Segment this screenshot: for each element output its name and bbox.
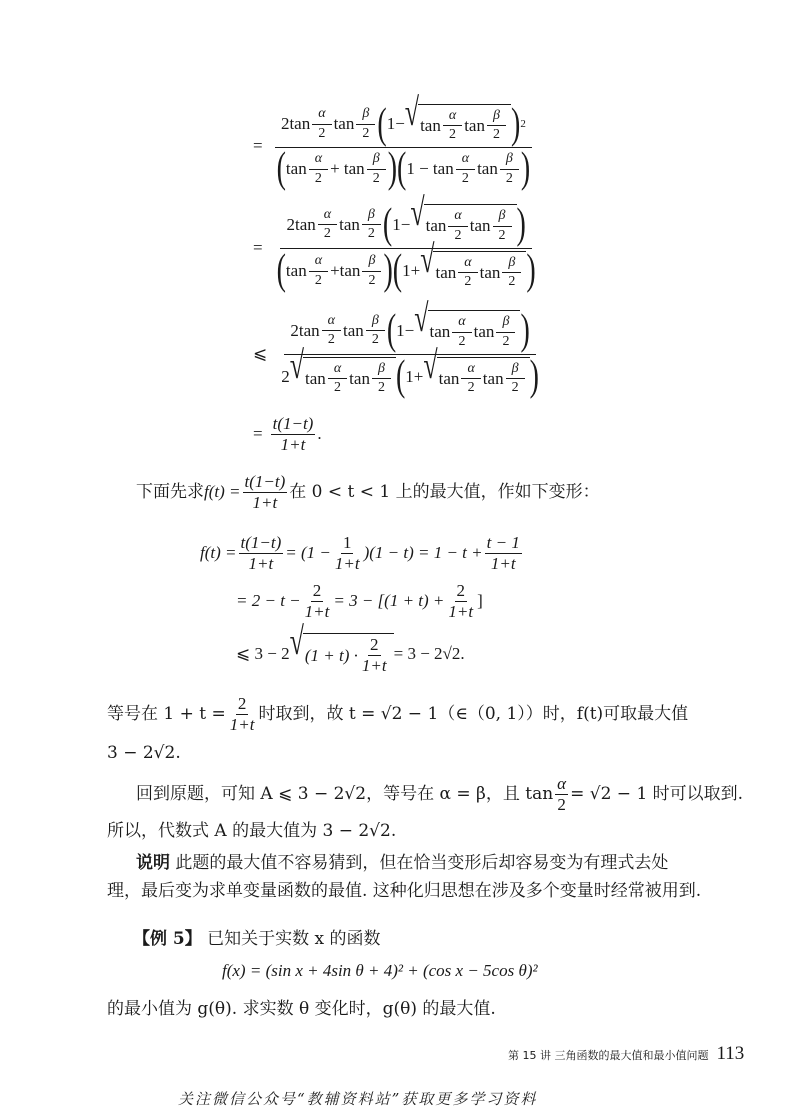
den: 1+t xyxy=(334,553,360,573)
alpha: α xyxy=(309,150,328,170)
alpha: α xyxy=(443,107,462,127)
derivation-line-3 xyxy=(253,296,547,402)
tan-fn: tan xyxy=(438,368,460,388)
alpha: α xyxy=(452,313,471,333)
one-minus-tan: 1 − tan xyxy=(406,159,454,179)
text: = (1 − xyxy=(285,543,331,562)
beta: β xyxy=(506,360,525,380)
text: 回到原题，可知 A ⩽ 3 − 2√2，等号在 α = β，且 tan xyxy=(136,784,554,804)
lhs: f(t) = xyxy=(200,543,237,562)
fraction xyxy=(485,534,522,573)
den: 1+t xyxy=(252,492,278,512)
tan-fn: tan xyxy=(294,214,316,234)
beta: β xyxy=(367,150,386,170)
two: 2 xyxy=(314,272,322,288)
tan-fn: tan xyxy=(343,159,365,179)
fraction-2-num xyxy=(280,190,531,249)
tan-fn: tan xyxy=(420,115,441,135)
fraction-2 xyxy=(271,190,542,295)
beta: β xyxy=(502,254,521,274)
two: 2 xyxy=(371,332,379,348)
paragraph-find-max xyxy=(136,468,600,516)
tan-fn: tan xyxy=(343,320,364,340)
fraction xyxy=(228,695,257,734)
text: 的最小值为 g(θ). 求实数 θ 变化时，g(θ) 的最大值. xyxy=(107,999,496,1019)
bracket: ] xyxy=(477,591,483,610)
text: = √2 − 1 时可以取到. xyxy=(570,784,744,804)
fraction xyxy=(243,473,288,512)
beta: β xyxy=(487,107,506,127)
sqrt: √ tan $\frac{\alpha}{2}$ tan $\frac{\beta}{2}$ xyxy=(420,251,526,292)
tan-fn: tan xyxy=(289,114,311,134)
alpha: α xyxy=(322,312,341,332)
fraction-2-den xyxy=(271,237,542,295)
alpha: α xyxy=(456,150,475,170)
derivation-line-4 xyxy=(253,410,322,458)
derivation-line-1 xyxy=(253,90,538,193)
transform-line-1 xyxy=(200,528,524,578)
tan-fn: tan xyxy=(339,214,360,234)
two: 2 xyxy=(314,170,322,186)
one-plus: 1+ xyxy=(402,261,421,281)
two: 2 xyxy=(362,125,370,141)
text: (1 + t) · xyxy=(304,645,358,665)
two: 2 xyxy=(461,170,469,186)
paren: ( xyxy=(392,246,403,295)
fraction-1-num xyxy=(275,90,532,149)
text: 时取到，故 t = √2 − 1（∈（0, 1））时，f(t)可取最大值 xyxy=(258,704,689,724)
example-label: 【例 5】 xyxy=(133,929,202,949)
two: 2 xyxy=(372,170,380,186)
fraction xyxy=(555,775,568,814)
num: t(1−t) xyxy=(240,532,282,552)
two: 2 xyxy=(492,127,500,143)
paragraph-equality xyxy=(107,690,688,738)
fraction xyxy=(239,534,284,573)
tan-fn: tan xyxy=(285,159,307,179)
paren: ( xyxy=(397,144,407,193)
eq-sign: = xyxy=(253,136,263,155)
plus: + xyxy=(330,261,340,281)
paren: ) xyxy=(520,306,530,355)
tan-fn: tan xyxy=(473,322,495,342)
result-num: t(1−t) xyxy=(272,413,314,433)
one-minus: 1− xyxy=(396,320,415,340)
num: t(1−t) xyxy=(244,471,286,491)
beta: β xyxy=(372,360,391,380)
paren: ) xyxy=(383,246,393,295)
two: 2 xyxy=(508,274,516,290)
footer xyxy=(508,1043,744,1067)
alpha: α xyxy=(312,105,331,125)
coef: 2 xyxy=(281,367,290,387)
paren: ) xyxy=(526,246,536,295)
text: 3 − 2√2. xyxy=(107,743,181,763)
text: 下面先求 xyxy=(136,482,204,502)
den: 1+t xyxy=(304,601,330,621)
coef: 2 xyxy=(280,114,290,134)
two: 2 xyxy=(368,272,376,288)
fraction xyxy=(333,534,362,573)
alpha: α xyxy=(448,207,467,227)
two: 2 xyxy=(502,333,510,349)
sqrt: √ (1 + t) · $\frac{2}{1+t}$ xyxy=(290,633,394,675)
alpha: α xyxy=(458,254,477,274)
two: 2 xyxy=(467,380,475,396)
beta: β xyxy=(493,207,512,227)
example-formula xyxy=(222,960,538,982)
two: 2 xyxy=(505,170,513,186)
tan-fn: tan xyxy=(305,368,326,388)
sqrt: √ tan $\frac{\alpha}{2}$ tan $\frac{\beta}{2}$ xyxy=(410,204,516,245)
tan-fn: tan xyxy=(479,262,501,282)
two: 2 xyxy=(449,127,457,143)
text: 所以，代数式 A 的最大值为 3 − 2√2. xyxy=(107,821,397,841)
num: 2 xyxy=(312,580,322,600)
two: 2 xyxy=(377,380,385,396)
sqrt: √ tan $\frac{\alpha}{2}$ tan $\frac{\beta}{2}$ xyxy=(414,310,520,351)
sqrt: √ tan $\frac{\alpha}{2}$ tan $\frac{\beta}{2}$ xyxy=(405,104,511,145)
den: 1+t xyxy=(448,601,474,621)
transform-line-2 xyxy=(236,576,483,626)
square: 2 xyxy=(520,117,526,130)
tan-fn: tan xyxy=(339,261,361,281)
result-fraction xyxy=(271,415,316,454)
two: 2 xyxy=(454,227,462,243)
fraction-1-den xyxy=(271,144,537,193)
text: = 2 − t − xyxy=(236,591,301,610)
paragraph-equality-line-2 xyxy=(107,742,181,764)
fraction-3 xyxy=(275,296,545,401)
tan-fn: tan xyxy=(349,368,370,388)
note-label: 说明 xyxy=(136,853,170,873)
tan-fn: tan xyxy=(333,114,355,134)
beta: β xyxy=(362,206,381,226)
fraction-3-num xyxy=(284,296,535,355)
num: α xyxy=(557,773,567,793)
two: 2 xyxy=(458,333,466,349)
fraction xyxy=(303,582,332,621)
paren: ( xyxy=(395,352,406,401)
coef: 2 xyxy=(286,214,295,234)
beta: β xyxy=(500,150,519,170)
two: 2 xyxy=(318,125,326,141)
text: 等号在 1 + t = xyxy=(107,704,226,724)
sqrt: √ tan $\frac{\alpha}{2}$ tan $\frac{\beta}{2}$ xyxy=(423,357,529,398)
paren: ( xyxy=(377,99,387,149)
tan-fn: tan xyxy=(464,115,485,135)
paren: ( xyxy=(276,246,286,295)
text: 在 0 < t < 1 上的最大值，作如下变形： xyxy=(289,482,600,502)
den: 1+t xyxy=(361,656,387,675)
example-heading xyxy=(133,928,381,950)
formula: f(x) = (sin x + 4sin θ + 4)² + (cos x − 5cos θ)² xyxy=(222,961,538,980)
num: t − 1 xyxy=(486,532,520,552)
tan-fn: tan xyxy=(469,216,491,236)
f-of-t: f(t) = xyxy=(204,482,241,501)
beta: β xyxy=(356,105,375,125)
paren: ( xyxy=(382,200,393,249)
sqrt: √ tan $\frac{\alpha}{2}$ tan $\frac{\beta}{2}$ xyxy=(290,357,396,398)
text: = 3 − 2√2. xyxy=(393,644,465,663)
note-line-1 xyxy=(136,852,668,874)
paragraph-back-to-problem xyxy=(136,770,743,818)
num: 2 xyxy=(370,635,379,655)
plus: + xyxy=(330,159,340,179)
one-minus: 1− xyxy=(392,214,411,234)
two: 2 xyxy=(464,274,472,290)
num: 1 xyxy=(342,532,352,552)
note-text: 此题的最大值不容易猜到，但在恰当变形后却容易变为有理式去处 xyxy=(170,853,669,873)
den: 1+t xyxy=(248,553,274,573)
text: )(1 − t) = 1 − t + xyxy=(363,543,483,562)
tan-fn: tan xyxy=(429,322,451,342)
one-minus: 1− xyxy=(386,114,405,134)
beta: β xyxy=(366,312,385,332)
text: = 3 − [(1 + t) + xyxy=(333,591,445,610)
tan-fn: tan xyxy=(285,261,307,281)
transform-line-3 xyxy=(236,619,465,680)
coef: 2 xyxy=(290,320,299,340)
fraction xyxy=(446,582,475,621)
den: 1+t xyxy=(490,553,516,573)
beta: β xyxy=(496,313,515,333)
chapter-title: 第 15 讲 三角函数的最大值和最小值问题 xyxy=(508,1049,709,1062)
alpha: α xyxy=(461,360,480,380)
beta: β xyxy=(362,252,381,272)
tan-fn: tan xyxy=(298,320,320,340)
paren: ) xyxy=(510,99,521,149)
fraction-3-den xyxy=(275,343,545,401)
tan-fn: tan xyxy=(482,368,504,388)
result-den: 1+t xyxy=(280,434,306,454)
example-intro: 已知关于实数 x 的函数 xyxy=(201,929,381,949)
paren: ) xyxy=(529,352,539,401)
banner-text: 关注微信公众号“教辅资料站”获取更多学习资料 xyxy=(178,1090,538,1108)
two: 2 xyxy=(498,227,506,243)
paren: ( xyxy=(386,306,397,355)
eq-sign: = xyxy=(253,424,263,443)
paren: ) xyxy=(520,144,531,193)
note-text: 理，最后变为求单变量函数的最值. 这种化归思想在涉及多个变量时经常被用到. xyxy=(107,881,702,901)
alpha: α xyxy=(309,252,328,272)
note-line-2 xyxy=(107,880,701,902)
alpha: α xyxy=(328,360,347,380)
leq-sign: ⩽ xyxy=(253,344,268,363)
two: 2 xyxy=(367,226,375,242)
paren: ) xyxy=(387,144,398,193)
alpha: α xyxy=(318,206,337,226)
den: 2 xyxy=(557,794,566,814)
one-plus: 1+ xyxy=(405,367,424,387)
paren: ( xyxy=(276,144,286,193)
derivation-line-2 xyxy=(253,190,544,296)
text: ⩽ 3 − 2 xyxy=(236,644,290,663)
example-tail xyxy=(107,998,496,1020)
watermark-banner xyxy=(178,1088,537,1110)
num: 2 xyxy=(237,693,247,713)
num: 2 xyxy=(456,580,465,600)
den: 1+t xyxy=(229,714,255,734)
paragraph-conclusion xyxy=(107,820,396,842)
fraction-1 xyxy=(271,90,537,193)
paren: ) xyxy=(516,200,526,249)
two: 2 xyxy=(333,380,341,396)
two: 2 xyxy=(327,332,335,348)
two: 2 xyxy=(323,226,331,242)
tan-fn: tan xyxy=(425,216,447,236)
tan-fn: tan xyxy=(477,159,498,179)
page-number: 113 xyxy=(716,1043,745,1064)
tan-fn: tan xyxy=(435,262,457,282)
eq-sign: = xyxy=(253,238,263,257)
two: 2 xyxy=(511,380,519,396)
period: . xyxy=(317,424,322,443)
